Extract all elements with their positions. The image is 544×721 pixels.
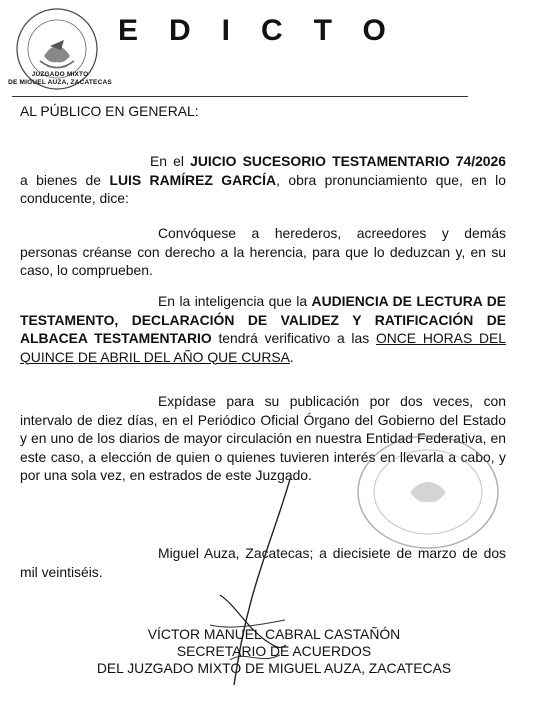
p3-text-a: En la inteligencia que la xyxy=(158,293,312,309)
signatory-court: DEL JUZGADO MIXTO DE MIGUEL AUZA, ZACATECAS xyxy=(96,660,452,676)
p3-text-e: . xyxy=(289,348,294,365)
p1-text-c: a bienes de xyxy=(20,171,110,188)
signatory-name: VÍCTOR MANUEL CABRAL CASTAÑÓN xyxy=(147,626,401,642)
p1-text-a: En el xyxy=(150,153,191,169)
deceased-name: LUIS RAMÍREZ GARCÍA xyxy=(109,171,277,188)
signatory-role: SECRETARIO DE ACUERDOS xyxy=(176,643,372,659)
document-title: EDICTO xyxy=(118,14,417,47)
paragraph-publication: Expídase para su publicación por dos veces, con intervalo de diez días, en el Periódico Oficial Órgano del Gobierno del Estado y en uno de los diarios de mayor circulación en nuestra Entidad Federativa, en este caso, a elección de quien o quienes tuvieren interés en llevarla a cabo, y por una sola vez, en estrados de este Juzgado. xyxy=(20,393,506,483)
p3-text-c: tendrá verificativo a las xyxy=(211,330,376,346)
addressee: AL PÚBLICO EN GENERAL: xyxy=(20,103,199,119)
court-name-line-2: DE MIGUEL AUZA, ZACATECAS xyxy=(8,79,112,86)
paragraph-summons: Convóquese a herederos, acreedores y demás personas créanse con derecho a la herencia, para que lo deduzcan y, en su caso, lo comprueben. xyxy=(20,225,506,278)
place-and-date: Miguel Auza, Zacatecas; a diecisiete de marzo de dos mil veintiséis. xyxy=(20,545,506,580)
hearing-name: AUDIENCIA DE LECTURA DE TESTAMENTO, DECLARACIÓN DE VALIDEZ Y RATIFICACIÓN DE ALBACEA TESTAMENTARIO xyxy=(20,293,506,346)
p1-text-e: , obra pronunciamiento que, en lo conducente, dice: xyxy=(20,171,506,206)
court-name-line-1: JUZGADO MIXTO xyxy=(31,71,89,78)
header-divider xyxy=(12,96,468,97)
paragraph-hearing xyxy=(20,292,506,366)
hearing-date: ONCE HORAS DEL QUINCE DE ABRIL DEL AÑO QUE CURSA xyxy=(20,330,506,365)
case-number: JUICIO SUCESORIO TESTAMENTARIO 74/2026 xyxy=(190,153,506,169)
court-stamp xyxy=(350,432,500,552)
paragraph-proceeding xyxy=(20,152,506,208)
